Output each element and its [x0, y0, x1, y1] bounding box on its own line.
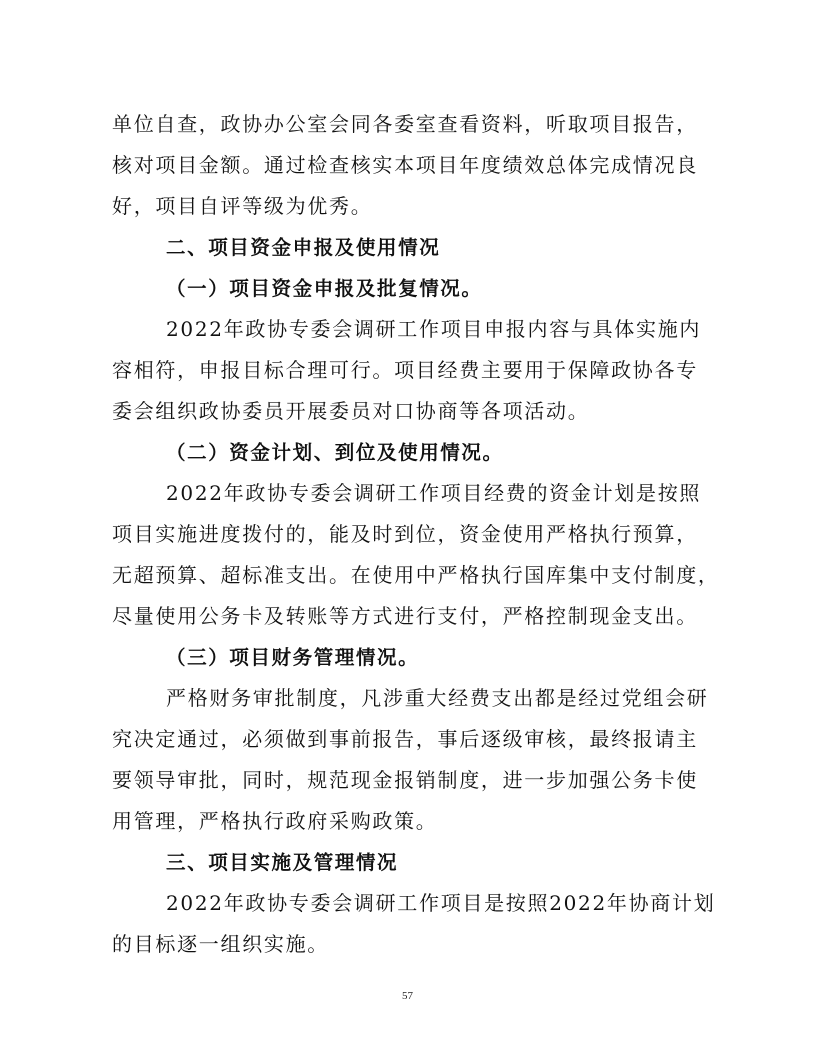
paragraph-line: 尽量使用公务卡及转账等方式进行支付，严格控制现金支出。: [112, 604, 698, 628]
subsection-heading-plan: （二）资金计划、到位及使用情况。: [166, 441, 504, 464]
paragraph-line: 委会组织政协委员开展委员对口协商等各项活动。: [112, 399, 590, 423]
paragraph-line: 单位自查，政协办公室会同各委室查看资料，听取项目报告，: [112, 112, 698, 136]
paragraph-line: 好，项目自评等级为优秀。: [112, 194, 373, 218]
paragraph-line: 用管理，严格执行政府采购政策。: [112, 809, 438, 833]
document-body: [112, 104, 720, 965]
paragraph-line: 严格财务审批制度，凡涉重大经费支出都是经过党组会研: [166, 686, 709, 710]
subsection-heading-application: （一）项目资金申报及批复情况。: [166, 277, 483, 300]
paragraph-line: 无超预算、超标准支出。在使用中严格执行国库集中支付制度，: [112, 563, 720, 587]
section-heading-implementation: 三、项目实施及管理情况: [166, 851, 399, 874]
subsection-heading-finance: （三）项目财务管理情况。: [166, 646, 420, 669]
page-number: 57: [402, 990, 413, 1002]
section-heading-funds: 二、项目资金申报及使用情况: [166, 236, 441, 259]
paragraph-line: 2022年政协专委会调研工作项目申报内容与具体实施内: [166, 317, 702, 341]
paragraph-line: 要领导审批，同时，规范现金报销制度，进一步加强公务卡使: [112, 768, 698, 792]
paragraph-line: 2022年政协专委会调研工作项目是按照2022年协商计划: [166, 891, 716, 915]
paragraph-line: 究决定通过，必须做到事前报告，事后逐级审核，最终报请主: [112, 727, 698, 751]
paragraph-line: 容相符，申报目标合理可行。项目经费主要用于保障政协各专: [112, 358, 698, 382]
paragraph-line: 核对项目金额。通过检查核实本项目年度绩效总体完成情况良: [112, 153, 698, 177]
paragraph-line: 项目实施进度拨付的，能及时到位，资金使用严格执行预算，: [112, 522, 698, 546]
paragraph-line: 2022年政协专委会调研工作项目经费的资金计划是按照: [166, 481, 702, 505]
paragraph-line: 的目标逐一组织实施。: [112, 932, 329, 956]
